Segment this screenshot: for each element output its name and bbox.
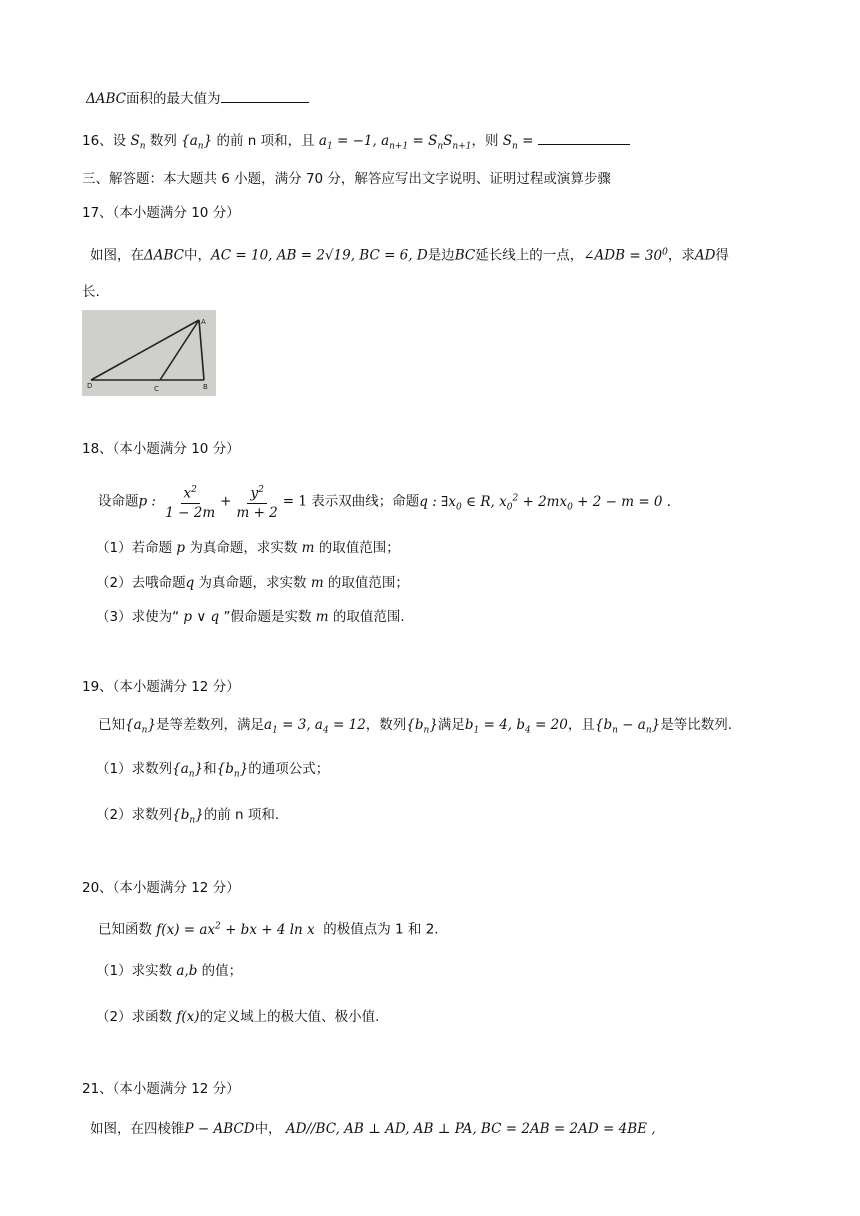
answer-blank: [221, 88, 309, 103]
section-heading: 三、解答题：本大题共 6 小题，满分 70 分，解答应写出文字说明、证明过程或演算步骤: [82, 171, 611, 187]
math-function: $f(x) = ax^2$ + bx + 4 ln x: [152, 921, 319, 938]
math-p-or-q: p ∨ q: [179, 609, 224, 625]
triangle-figure: [82, 310, 216, 396]
math-q-statement: q : $\exists x_0$ ∈ R, $x_0^2 + 2mx_0 + 2 - m = 0$ .: [419, 493, 672, 513]
q18-title: 18、（本小题满分 10 分）: [82, 441, 240, 457]
q18-text: ”假命题是实数: [223, 609, 312, 625]
q20-part2: [96, 1006, 379, 1028]
q19-part1: [96, 758, 329, 786]
q18-text: 的取值范围；: [327, 575, 409, 591]
math-p: p: [172, 540, 190, 556]
q21-title: 21、（本小题满分 12 分）: [82, 1081, 240, 1097]
q19-text: 是等比数列.: [660, 717, 733, 733]
q21-text: 如图，在四棱锥: [90, 1121, 185, 1137]
q18-part2: [96, 572, 409, 594]
math-an-set: $\{a_n\}$: [181, 133, 213, 152]
math-bn-set: $\{b_n\}$: [172, 807, 204, 826]
label-a: A: [201, 318, 206, 326]
q19-text: （2）求数列: [96, 807, 173, 823]
q18-text: 为真命题，求实数: [198, 575, 307, 591]
math-triangle: ΔABC: [144, 247, 184, 264]
label-c: C: [154, 385, 159, 393]
q20-intro: [98, 915, 439, 941]
q17-body-line2: 长.: [82, 284, 100, 300]
q17-text: 得: [715, 247, 729, 264]
math-p: p :: [138, 493, 156, 510]
q19-text: ，且: [567, 717, 595, 733]
q19-intro: [98, 714, 732, 742]
math-sn: $S_n$: [130, 133, 146, 152]
math-b-values: $b_1 = 4$, $b_4 = 20$: [464, 717, 568, 736]
q18-text: 的取值范围；: [318, 540, 400, 556]
math-bn-set: $\{b_n\}$: [216, 761, 249, 780]
q19-text: 满足: [437, 717, 465, 733]
math-an-set: $\{a_n\}$: [172, 761, 204, 780]
math-bn-set: $\{b_n\}$: [406, 717, 438, 736]
math-m: m: [297, 540, 319, 556]
q18-part1: [96, 537, 400, 559]
q20-part1: [96, 960, 242, 982]
math-a-values: $a_1 = 3$, $a_4 = 12$: [264, 717, 366, 736]
q17-text: 如图，在: [90, 247, 144, 264]
math-m: m: [306, 575, 328, 591]
q15-tail-line: [86, 88, 309, 110]
q17-body-line1: [90, 241, 729, 267]
q18-text: 的取值范围.: [332, 609, 405, 625]
q18-text: 为真命题，求实数: [189, 540, 298, 556]
math-q21-conditions: AD//BC, AB ⊥ AD, AB ⊥ PA, BC = 2AB = 2AD = 4BE ,: [285, 1121, 656, 1137]
q17-text: 中，: [184, 247, 211, 264]
math-ab: a,b: [172, 963, 202, 979]
q19-text: 和: [203, 761, 217, 777]
q16-line: [82, 130, 630, 158]
q17-text: 延长线上的一点，: [475, 247, 584, 264]
q19-text: （1）求数列: [96, 761, 173, 777]
figure-background: [82, 310, 216, 396]
q17-text: ，求: [667, 247, 695, 264]
q20-title: 20、（本小题满分 12 分）: [82, 880, 240, 896]
q16-number: 16、设: [82, 133, 127, 149]
math-m: m: [311, 609, 333, 625]
q19-part2: [96, 804, 279, 832]
q18-part3: [96, 606, 405, 628]
q19-text: ，数列: [365, 717, 407, 733]
answer-blank: [538, 130, 630, 145]
math-recurrence: $a_1 = -1$, $a_{n+1} = S_nS_{n+1}$: [318, 133, 472, 152]
math-an-set: $\{a_n\}$: [125, 717, 157, 736]
q19-text: 已知: [98, 717, 125, 733]
q20-text: 的极值点为 1 和 2.: [323, 921, 439, 938]
q20-text: 已知函数: [98, 921, 152, 938]
q18-text: 表示双曲线；命题: [311, 493, 420, 510]
math-q17-given: AC = 10, AB = 2√19, BC = 6, D: [211, 247, 428, 264]
q20-text: （1）求实数: [96, 963, 173, 979]
math-angle: ∠ADB = $30^0$: [583, 247, 668, 264]
q18-text: （3）求使为“: [96, 609, 180, 625]
triangle-abc-math: ΔABC: [86, 91, 126, 107]
q16-text: 数列: [149, 133, 177, 149]
q18-text: （1）若命题: [96, 540, 173, 556]
q21-text: 中，: [254, 1121, 282, 1137]
q19-text: 是等差数列，满足: [156, 717, 265, 733]
q18-text: （2）去哦命题: [96, 575, 186, 591]
q18-intro: 设命题p : $\frac{x^2}{1 - 2m}$ + $\frac{y^2}{m + 2}$ = 1 表示双曲线；命题q : $\exists x_0$ ∈ R, $x_0^2 + 2mx_0 + 2 - m = 0$ .: [98, 478, 671, 527]
math-ad: AD: [694, 247, 716, 264]
math-q: q: [185, 575, 199, 591]
q21-intro: [90, 1118, 656, 1140]
fraction-x2: $\frac{x^2}{1 - 2m}$: [162, 481, 218, 522]
q15-tail-text: 面积的最大值为: [126, 91, 221, 107]
math-sn-eq: $S_n$ =: [502, 133, 534, 152]
q16-text: 的前 n 项和，且: [216, 133, 315, 149]
q16-text: ，则: [471, 133, 499, 149]
q20-text: （2）求函数: [96, 1009, 173, 1025]
q17-title: 17、（本小题满分 10 分）: [82, 205, 240, 221]
math-bc: BC: [454, 247, 476, 264]
q19-title: 19、（本小题满分 12 分）: [82, 679, 240, 695]
fraction-y2: $\frac{y^2}{m + 2}$: [233, 481, 280, 522]
label-b: B: [203, 383, 208, 391]
math-bn-minus-an: $\{b_n - a_n\}$: [594, 717, 661, 736]
q18-text: 设命题: [98, 493, 139, 510]
math-pyramid: P − ABCD: [184, 1121, 255, 1137]
q17-text: 是边: [427, 247, 455, 264]
math-fx: f(x): [172, 1009, 200, 1025]
q20-text: 的值；: [201, 963, 243, 979]
q20-text: 的定义域上的极大值、极小值.: [199, 1009, 380, 1025]
q19-text: 的前 n 项和.: [203, 807, 280, 823]
q19-text: 的通项公式；: [248, 761, 330, 777]
label-d: D: [87, 382, 93, 390]
